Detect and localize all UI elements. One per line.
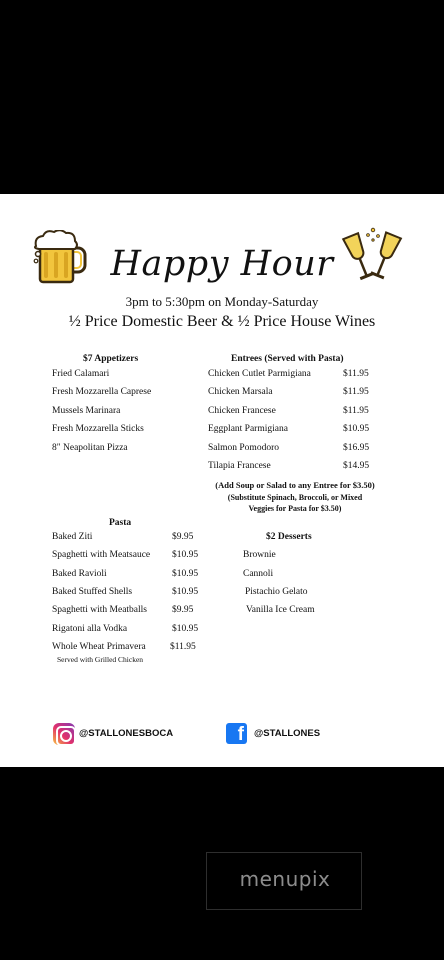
primavera-note: Served with Grilled Chicken [57,655,144,664]
instagram-icon[interactable] [53,723,75,745]
facebook-handle[interactable]: @STALLONES [254,728,321,739]
happy-hour-times: 3pm to 5:30pm on Monday-Saturday [125,294,319,309]
pasta-name: Whole Wheat Primavera [52,642,146,652]
dessert-item: Pistachio Gelato [245,587,308,597]
dessert-item: Brownie [243,550,276,560]
menupix-watermark [206,852,362,910]
pasta-heading: Pasta [109,518,132,528]
entree-price: $11.95 [343,406,369,416]
appetizers-heading: $7 Appetizers [83,354,139,364]
pasta-price: $9.95 [172,605,194,615]
appetizer-item: Mussels Marinara [52,406,121,416]
entree-name: Eggplant Parmigiana [208,424,288,434]
entree-price: $10.95 [343,424,370,434]
entree-name: Salmon Pomodoro [208,443,279,453]
appetizer-item: Fried Calamari [52,369,110,379]
instagram-handle[interactable]: @STALLONESBOCA [79,728,174,739]
pasta-price: $10.95 [172,569,199,579]
menu-title: Happy Hour [110,244,334,284]
pasta-name: Spaghetti with Meatballs [52,605,147,615]
pasta-name: Baked Stuffed Shells [52,587,133,597]
entree-name: Chicken Francese [208,406,276,416]
desserts-heading: $2 Desserts [266,532,312,542]
drink-promo: ½ Price Domestic Beer & ½ Price House Wines [68,313,376,330]
dessert-item: Vanilla Ice Cream [246,605,315,615]
pasta-price: $10.95 [172,624,199,634]
pasta-name: Rigatoni alla Vodka [52,624,128,634]
pasta-price: $9.95 [172,532,194,542]
pasta-price: $10.95 [172,587,199,597]
pasta-name: Baked Ziti [52,532,93,542]
pasta-price: $10.95 [172,550,199,560]
entree-price: $11.95 [343,387,369,397]
entree-name: Tilapia Francese [208,461,271,471]
entree-name: Chicken Cutlet Parmigiana [208,369,311,379]
happy-hour-menu [0,194,444,767]
entree-note: (Substitute Spinach, Broccoli, or Mixed [227,493,363,502]
appetizer-item: Fresh Mozzarella Sticks [52,424,144,434]
entree-note: Veggies for Pasta for $3.50) [248,504,342,513]
pasta-name: Baked Ravioli [52,569,107,579]
pasta-name: Spaghetti with Meatsauce [52,550,151,560]
watermark-text: menupix [239,867,331,891]
facebook-icon[interactable]: f [226,723,247,744]
entree-price: $14.95 [343,461,370,471]
entree-note: (Add Soup or Salad to any Entree for $3.50) [215,480,375,490]
entree-price: $16.95 [343,443,370,453]
entree-price: $11.95 [343,369,369,379]
entree-name: Chicken Marsala [208,387,273,397]
appetizer-item: Fresh Mozzarella Caprese [52,387,152,397]
entrees-heading: Entrees (Served with Pasta) [231,354,344,364]
appetizer-item: 8" Neapolitan Pizza [52,443,128,453]
dessert-item: Cannoli [243,569,274,579]
pasta-price: $11.95 [170,642,196,652]
